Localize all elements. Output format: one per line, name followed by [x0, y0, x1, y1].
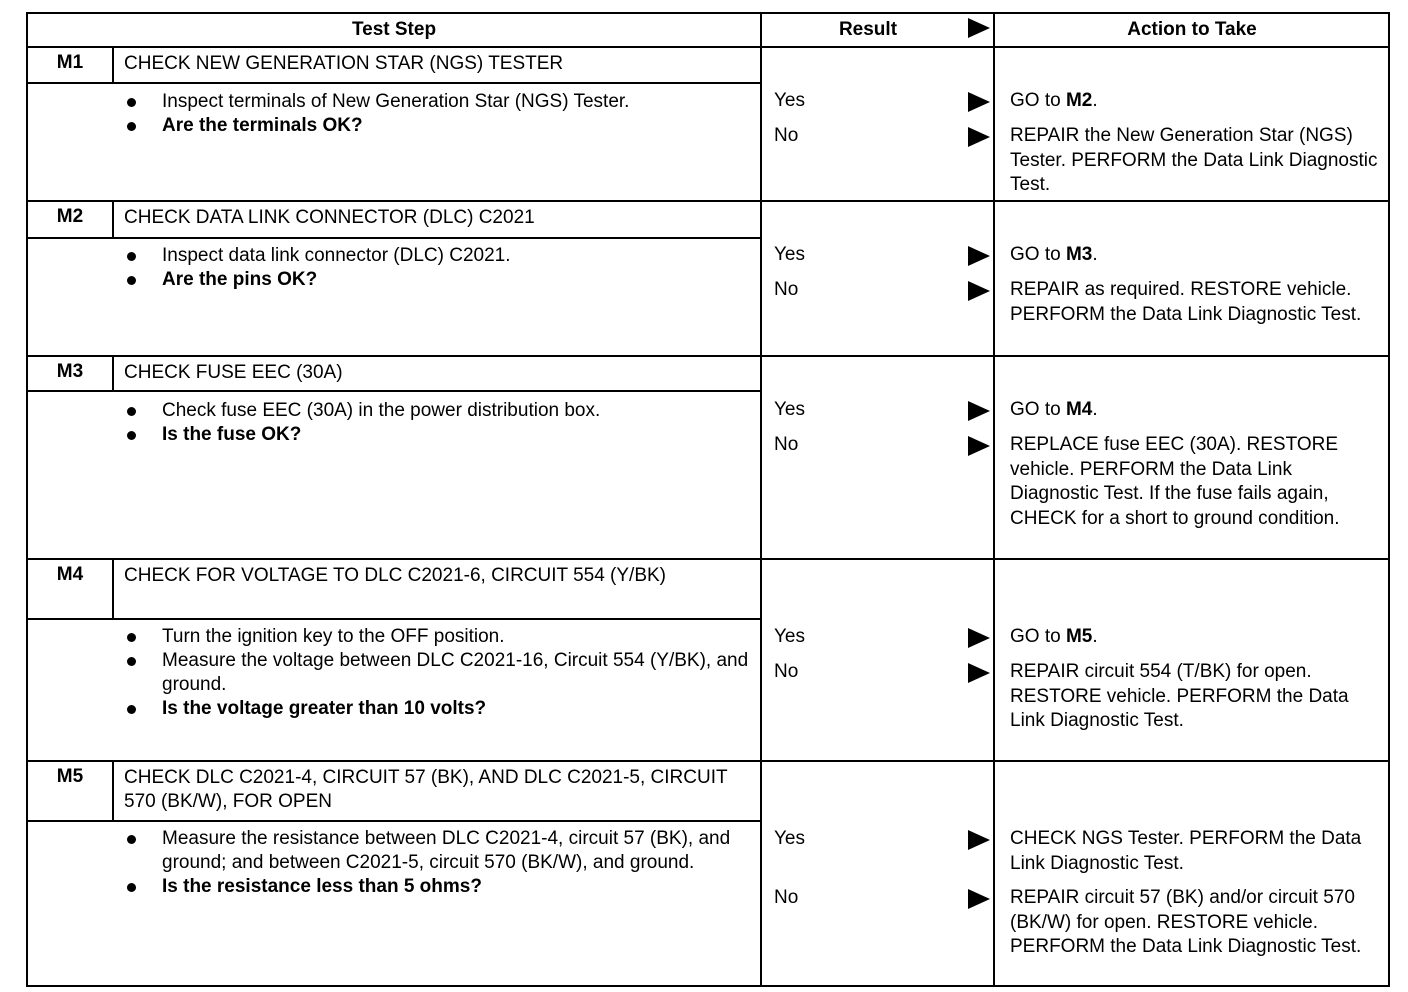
- instruction-text: Are the pins OK?: [162, 269, 318, 290]
- test-step-row: [28, 357, 1388, 560]
- bullet-icon: [127, 657, 136, 666]
- result-yes: [774, 828, 994, 850]
- arrow-right-icon: [968, 246, 990, 266]
- action-no: [1010, 660, 1382, 734]
- instruction-text: Turn the ignition key to the OFF position.: [162, 626, 505, 647]
- test-step-row: [28, 762, 1388, 989]
- instruction-item: [124, 827, 754, 875]
- result-no: [774, 434, 994, 456]
- step-title-box: [28, 357, 760, 392]
- instruction-item: [124, 114, 754, 138]
- action-text: .: [1092, 244, 1098, 265]
- action-yes: [1010, 827, 1382, 876]
- result-label-no: No: [774, 125, 799, 146]
- bullet-icon: [127, 98, 136, 107]
- header-result: Result: [838, 19, 898, 40]
- result-no: [774, 887, 994, 909]
- header-test-step: Test Step: [351, 19, 437, 40]
- result-no: [774, 279, 994, 301]
- id-divider: [112, 357, 114, 390]
- step-title: CHECK FOR VOLTAGE TO DLC C2021-6, CIRCUIT 554 (Y/BK): [124, 565, 667, 586]
- instruction-item: [124, 244, 754, 268]
- action-no: [1010, 886, 1382, 960]
- action-text: GO to: [1010, 244, 1066, 265]
- test-step-row: [28, 560, 1388, 762]
- id-divider: [112, 202, 114, 237]
- step-title: CHECK NEW GENERATION STAR (NGS) TESTER: [124, 53, 564, 74]
- step-instructions: [124, 625, 754, 721]
- action-text: M4: [1065, 399, 1093, 420]
- action-yes: [1010, 243, 1382, 268]
- result-yes: [774, 90, 994, 112]
- step-instructions: [124, 244, 754, 292]
- table-header: [28, 14, 1388, 48]
- arrow-right-icon: [968, 401, 990, 421]
- arrow-right-icon: [968, 92, 990, 112]
- bullet-icon: [127, 883, 136, 892]
- result-yes: [774, 399, 994, 421]
- step-instructions: [124, 399, 754, 447]
- step-instructions: [124, 90, 754, 138]
- result-label-yes: Yes: [774, 626, 805, 647]
- action-no: [1010, 433, 1382, 531]
- result-label-yes: Yes: [774, 90, 805, 111]
- action-text: M5: [1065, 626, 1093, 647]
- column-divider: [993, 14, 995, 985]
- step-title-box: [28, 202, 760, 239]
- result-label-no: No: [774, 887, 799, 908]
- instruction-text: Inspect data link connector (DLC) C2021.: [162, 245, 511, 266]
- action-yes: [1010, 89, 1382, 114]
- instruction-text: Is the resistance less than 5 ohms?: [162, 876, 482, 897]
- instruction-text: Check fuse EEC (30A) in the power distribution box.: [162, 400, 601, 421]
- result-label-no: No: [774, 279, 799, 300]
- result-no: [774, 125, 994, 147]
- arrow-right-icon: [968, 628, 990, 648]
- step-title: CHECK FUSE EEC (30A): [124, 362, 343, 383]
- action-yes: [1010, 398, 1382, 423]
- action-text: GO to: [1010, 626, 1066, 647]
- instruction-item: [124, 649, 754, 697]
- arrow-right-icon: [968, 127, 990, 147]
- arrow-right-icon: [968, 889, 990, 909]
- instruction-item: [124, 423, 754, 447]
- instruction-text: Inspect terminals of New Generation Star (NGS) Tester.: [162, 91, 630, 112]
- step-title: CHECK DATA LINK CONNECTOR (DLC) C2021: [124, 207, 535, 228]
- arrow-right-icon: [968, 281, 990, 301]
- result-label-yes: Yes: [774, 828, 805, 849]
- bullet-icon: [127, 431, 136, 440]
- instruction-text: Measure the resistance between DLC C2021-4, circuit 57 (BK), and ground; and between C2021-5, circuit 570 (BK/W), and ground.: [162, 828, 731, 873]
- result-label-yes: Yes: [774, 399, 805, 420]
- instruction-text: Is the fuse OK?: [162, 424, 302, 445]
- action-text: M2: [1065, 90, 1093, 111]
- step-id: M5: [56, 766, 84, 787]
- action-text: REPAIR circuit 554 (T/BK) for open. RESTORE vehicle. PERFORM the Data Link Diagnostic Test.: [1010, 661, 1349, 731]
- arrow-right-icon: [968, 663, 990, 683]
- header-arrow-icon: [968, 18, 990, 38]
- test-step-row: [28, 48, 1388, 202]
- result-no: [774, 661, 994, 683]
- bullet-icon: [127, 407, 136, 416]
- step-id: M3: [56, 361, 84, 382]
- result-label-no: No: [774, 661, 799, 682]
- header-action: Action to Take: [1127, 19, 1257, 40]
- instruction-text: Is the voltage greater than 10 volts?: [162, 698, 487, 719]
- result-label-yes: Yes: [774, 244, 805, 265]
- result-yes: [774, 626, 994, 648]
- step-id: M1: [56, 52, 84, 73]
- arrow-right-icon: [968, 830, 990, 850]
- step-title-box: [28, 762, 760, 822]
- instruction-item: [124, 875, 754, 899]
- bullet-icon: [127, 252, 136, 261]
- instruction-text: Measure the voltage between DLC C2021-16, Circuit 554 (Y/BK), and ground.: [162, 650, 749, 695]
- action-text: .: [1092, 90, 1098, 111]
- id-divider: [112, 560, 114, 618]
- action-no: [1010, 278, 1382, 327]
- action-text: REPAIR the New Generation Star (NGS) Tester. PERFORM the Data Link Diagnostic Test.: [1010, 125, 1378, 195]
- action-text: REPAIR circuit 57 (BK) and/or circuit 570 (BK/W) for open. RESTORE vehicle. PERFORM the Data Link Diagnostic Test.: [1010, 887, 1362, 957]
- bullet-icon: [127, 122, 136, 131]
- action-text: CHECK NGS Tester. PERFORM the Data Link Diagnostic Test.: [1010, 828, 1362, 874]
- action-text: .: [1092, 626, 1098, 647]
- action-yes: [1010, 625, 1382, 650]
- action-no: [1010, 124, 1382, 198]
- result-label-no: No: [774, 434, 799, 455]
- action-text: .: [1092, 399, 1098, 420]
- test-step-row: [28, 202, 1388, 357]
- instruction-item: [124, 697, 754, 721]
- action-text: GO to: [1010, 90, 1066, 111]
- instruction-text: Are the terminals OK?: [162, 115, 363, 136]
- arrow-right-icon: [968, 436, 990, 456]
- action-text: GO to: [1010, 399, 1066, 420]
- instruction-item: [124, 399, 754, 423]
- instruction-item: [124, 90, 754, 114]
- step-title-box: [28, 560, 760, 620]
- instruction-item: [124, 625, 754, 649]
- bullet-icon: [127, 705, 136, 714]
- bullet-icon: [127, 633, 136, 642]
- instruction-item: [124, 268, 754, 292]
- action-text: M3: [1065, 244, 1093, 265]
- bullet-icon: [127, 835, 136, 844]
- action-text: REPAIR as required. RESTORE vehicle. PERFORM the Data Link Diagnostic Test.: [1010, 279, 1362, 325]
- id-divider: [112, 48, 114, 82]
- step-instructions: [124, 827, 754, 899]
- diagnostic-table: [26, 12, 1390, 987]
- step-id: M2: [56, 206, 84, 227]
- id-divider: [112, 762, 114, 820]
- step-title-box: [28, 48, 760, 84]
- column-divider: [760, 14, 762, 985]
- action-text: REPLACE fuse EEC (30A). RESTORE vehicle. PERFORM the Data Link Diagnostic Test. If the fuse fails again, CHECK for a short to ground condition.: [1010, 434, 1340, 529]
- bullet-icon: [127, 276, 136, 285]
- result-yes: [774, 244, 994, 266]
- step-id: M4: [56, 564, 84, 585]
- step-title: CHECK DLC C2021-4, CIRCUIT 57 (BK), AND DLC C2021-5, CIRCUIT 570 (BK/W), FOR OPEN: [124, 767, 728, 812]
